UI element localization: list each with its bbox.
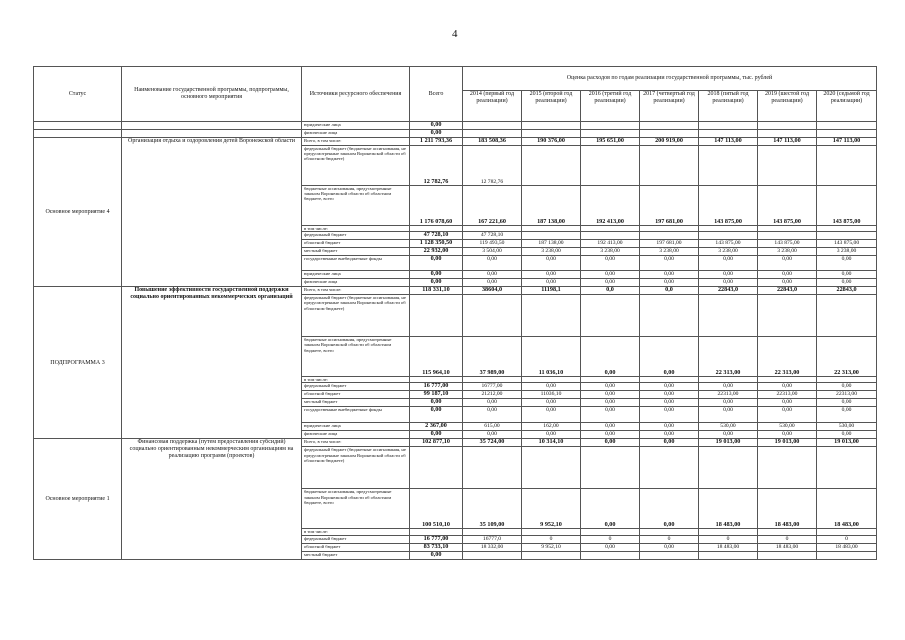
source-cell: в том числе: xyxy=(302,377,410,383)
header-year-2020: 2020 (седьмой год реализации) xyxy=(817,91,877,122)
header-year-2019: 2019 (шестой год реализации) xyxy=(758,91,817,122)
source-cell: бюджетные ассигнования, предусмотренные законом Воронежской области об областном бюджете, всего xyxy=(302,186,410,226)
value-cell: 0,00 xyxy=(410,279,463,287)
status-cell: ПОДПРОГРАММА 3 xyxy=(34,287,122,439)
header-year-2016: 2016 (третий год реализации) xyxy=(581,91,640,122)
value-cell: 22 932,00 xyxy=(410,248,463,256)
value-cell: 0,00 xyxy=(581,407,640,423)
source-cell: бюджетные ассигнования, предусмотренные законом Воронежской области об областном бюджете, всего xyxy=(302,337,410,377)
value-cell xyxy=(817,295,877,337)
value-cell: 47 728,10 xyxy=(463,232,522,240)
value-cell xyxy=(699,295,758,337)
value-cell xyxy=(581,122,640,130)
value-cell: 0,00 xyxy=(522,256,581,271)
value-cell: 38604,0 xyxy=(463,287,522,295)
source-cell: Всего, в том числе: xyxy=(302,287,410,295)
value-cell: 0,00 xyxy=(581,399,640,407)
page-number: 4 xyxy=(452,28,458,40)
value-cell: 3 238,00 xyxy=(640,248,699,256)
table-row xyxy=(34,439,877,447)
value-cell: 200 919,00 xyxy=(640,138,699,146)
value-cell: 0,0 xyxy=(581,287,640,295)
program-name-cell: Финансовая поддержка (путем предоставления субсидий) социально ориентированным некоммерческим организациям на реализацию программ (проектов) xyxy=(122,439,302,559)
value-cell xyxy=(522,122,581,130)
value-cell: 22313,00 xyxy=(758,391,817,399)
value-cell: 16777,00 xyxy=(463,383,522,391)
value-cell: 0,00 xyxy=(581,279,640,287)
value-cell xyxy=(640,122,699,130)
value-cell xyxy=(581,232,640,240)
header-status: Статус xyxy=(34,67,122,122)
value-cell: 10 314,10 xyxy=(522,439,581,447)
value-cell: 0,00 xyxy=(463,271,522,279)
value-cell: 195 651,00 xyxy=(581,138,640,146)
value-cell: 0,00 xyxy=(640,439,699,447)
value-cell: 0,00 xyxy=(410,122,463,130)
value-cell xyxy=(640,551,699,559)
source-cell: бюджетные ассигнования, предусмотренные законом Воронежской области об областном бюджете, всего xyxy=(302,489,410,529)
value-cell: 3 504,00 xyxy=(463,248,522,256)
value-cell: 0,00 xyxy=(522,431,581,439)
value-cell: 0,00 xyxy=(581,431,640,439)
funding-table xyxy=(33,66,877,560)
value-cell: 11198,1 xyxy=(522,287,581,295)
value-cell: 11 036,10 xyxy=(522,337,581,377)
value-cell: 0,00 xyxy=(581,271,640,279)
name-cell xyxy=(122,122,302,130)
value-cell: 0,00 xyxy=(522,407,581,423)
status-cell: Основное мероприятие 1 xyxy=(34,439,122,559)
source-cell: федеральный бюджет (бюджетные ассигнования, не предусмотренные законом Воронежской области об областном бюджете) xyxy=(302,447,410,489)
header-total: Всего xyxy=(410,67,463,122)
value-cell xyxy=(581,295,640,337)
value-cell: 22843,0 xyxy=(758,287,817,295)
value-cell: 0,00 xyxy=(699,431,758,439)
value-cell xyxy=(758,551,817,559)
value-cell: 0,00 xyxy=(640,399,699,407)
status-cell xyxy=(34,122,122,130)
source-cell: юридические лица xyxy=(302,423,410,431)
value-cell: 147 113,00 xyxy=(699,138,758,146)
value-cell xyxy=(699,122,758,130)
value-cell xyxy=(522,146,581,186)
value-cell xyxy=(640,447,699,489)
value-cell: 0,00 xyxy=(640,431,699,439)
source-cell: областной бюджет xyxy=(302,543,410,551)
value-cell xyxy=(758,295,817,337)
value-cell: 192 413,00 xyxy=(581,240,640,248)
value-cell xyxy=(640,130,699,138)
value-cell: 19 013,00 xyxy=(699,439,758,447)
source-cell: юридические лица xyxy=(302,271,410,279)
value-cell: 18 483,00 xyxy=(817,543,877,551)
header-source: Источники ресурсного обеспечения xyxy=(302,67,410,122)
value-cell: 0,00 xyxy=(817,383,877,391)
table-row xyxy=(34,287,877,295)
value-cell: 0,00 xyxy=(640,391,699,399)
value-cell: 0,00 xyxy=(410,431,463,439)
value-cell: 0,00 xyxy=(522,399,581,407)
source-cell: федеральный бюджет xyxy=(302,535,410,543)
value-cell: 0,00 xyxy=(463,407,522,423)
header-year-2018: 2018 (пятый год реализации) xyxy=(699,91,758,122)
value-cell: 0 xyxy=(522,535,581,543)
source-cell: физические лица xyxy=(302,130,410,138)
value-cell: 615,00 xyxy=(463,423,522,431)
value-cell xyxy=(463,551,522,559)
value-cell xyxy=(817,122,877,130)
value-cell: 0,00 xyxy=(758,271,817,279)
value-cell: 0,00 xyxy=(581,256,640,271)
source-cell: областной бюджет xyxy=(302,240,410,248)
value-cell: 18 483,00 xyxy=(699,543,758,551)
value-cell: 0,00 xyxy=(410,271,463,279)
value-cell: 0 xyxy=(640,535,699,543)
value-cell: 0,00 xyxy=(640,256,699,271)
value-cell xyxy=(522,551,581,559)
value-cell: 0 xyxy=(817,535,877,543)
value-cell xyxy=(581,130,640,138)
value-cell: 22313,00 xyxy=(699,391,758,399)
value-cell: 0,00 xyxy=(817,271,877,279)
value-cell: 100 510,10 xyxy=(410,489,463,529)
value-cell: 143 875,00 xyxy=(817,240,877,248)
value-cell: 0,00 xyxy=(817,431,877,439)
source-cell: федеральный бюджет xyxy=(302,232,410,240)
value-cell xyxy=(463,295,522,337)
value-cell xyxy=(758,447,817,489)
table-body xyxy=(34,67,877,560)
table-row xyxy=(34,130,877,138)
value-cell: 118 331,10 xyxy=(410,287,463,295)
value-cell: 0,00 xyxy=(699,279,758,287)
value-cell: 18 483,00 xyxy=(817,489,877,529)
value-cell: 0,00 xyxy=(699,383,758,391)
value-cell xyxy=(699,130,758,138)
value-cell: 530,00 xyxy=(699,423,758,431)
table-row xyxy=(34,122,877,130)
value-cell: 1 176 078,60 xyxy=(410,186,463,226)
value-cell: 0,00 xyxy=(699,256,758,271)
value-cell: 1 128 350,50 xyxy=(410,240,463,248)
value-cell: 18 483,00 xyxy=(758,543,817,551)
value-cell xyxy=(522,295,581,337)
value-cell: 22 313,00 xyxy=(817,337,877,377)
value-cell: 12 782,76 xyxy=(410,146,463,186)
source-cell: местный бюджет xyxy=(302,248,410,256)
value-cell xyxy=(699,447,758,489)
source-cell: областной бюджет xyxy=(302,391,410,399)
value-cell xyxy=(817,130,877,138)
value-cell xyxy=(817,146,877,186)
value-cell: 0,00 xyxy=(522,383,581,391)
value-cell: 143 875,00 xyxy=(699,186,758,226)
value-cell: 530,00 xyxy=(817,423,877,431)
value-cell: 0,00 xyxy=(581,337,640,377)
value-cell: 143 875,00 xyxy=(699,240,758,248)
value-cell: 19 013,00 xyxy=(758,439,817,447)
value-cell: 0,00 xyxy=(640,337,699,377)
value-cell: 0,00 xyxy=(522,279,581,287)
value-cell: 0,00 xyxy=(640,383,699,391)
source-cell: государственные внебюджетные фонды xyxy=(302,407,410,423)
value-cell xyxy=(699,146,758,186)
value-cell: 0,00 xyxy=(410,256,463,271)
value-cell xyxy=(640,232,699,240)
value-cell: 16777,0 xyxy=(463,535,522,543)
value-cell: 9 952,10 xyxy=(522,543,581,551)
value-cell: 0,00 xyxy=(640,543,699,551)
program-name-cell: Организация отдыха и оздоровления детей Воронежской области xyxy=(122,138,302,287)
value-cell: 187 138,00 xyxy=(522,186,581,226)
value-cell: 162,00 xyxy=(522,423,581,431)
value-cell xyxy=(758,146,817,186)
value-cell xyxy=(758,130,817,138)
value-cell: 22843,0 xyxy=(699,287,758,295)
value-cell: 0,0 xyxy=(640,287,699,295)
value-cell: 0,00 xyxy=(410,551,463,559)
value-cell: 99 187,10 xyxy=(410,391,463,399)
value-cell xyxy=(817,232,877,240)
source-cell: местный бюджет xyxy=(302,551,410,559)
value-cell: 147 113,00 xyxy=(817,138,877,146)
header-year-2015: 2015 (второй год реализации) xyxy=(522,91,581,122)
value-cell: 3 238,00 xyxy=(817,248,877,256)
value-cell: 16 777,00 xyxy=(410,535,463,543)
value-cell: 0,00 xyxy=(581,543,640,551)
value-cell: 47 728,10 xyxy=(410,232,463,240)
source-cell: Всего, в том числе: xyxy=(302,138,410,146)
value-cell: 11036,10 xyxy=(522,391,581,399)
value-cell xyxy=(758,122,817,130)
value-cell: 197 681,00 xyxy=(640,186,699,226)
value-cell: 0,00 xyxy=(581,423,640,431)
value-cell: 19 013,00 xyxy=(817,439,877,447)
value-cell: 2 367,00 xyxy=(410,423,463,431)
value-cell: 22 313,00 xyxy=(699,337,758,377)
value-cell: 0,00 xyxy=(758,383,817,391)
value-cell: 22843,0 xyxy=(817,287,877,295)
value-cell: 9 952,10 xyxy=(522,489,581,529)
value-cell: 0,00 xyxy=(817,407,877,423)
source-cell: физические лица xyxy=(302,279,410,287)
value-cell: 18 483,00 xyxy=(699,489,758,529)
value-cell: 0,00 xyxy=(817,256,877,271)
value-cell xyxy=(640,146,699,186)
value-cell: 0 xyxy=(581,535,640,543)
value-cell xyxy=(699,551,758,559)
value-cell: 0,00 xyxy=(463,431,522,439)
value-cell: 0,00 xyxy=(581,439,640,447)
value-cell: 183 508,36 xyxy=(463,138,522,146)
value-cell: 0 xyxy=(699,535,758,543)
value-cell: 37 989,00 xyxy=(463,337,522,377)
source-cell: в том числе: xyxy=(302,529,410,535)
value-cell: 0,00 xyxy=(463,279,522,287)
value-cell xyxy=(581,447,640,489)
source-cell: в том числе: xyxy=(302,226,410,232)
value-cell: 115 964,10 xyxy=(410,337,463,377)
value-cell: 0,00 xyxy=(640,407,699,423)
value-cell: 35 109,00 xyxy=(463,489,522,529)
value-cell: 190 376,00 xyxy=(522,138,581,146)
value-cell: 0,00 xyxy=(758,431,817,439)
value-cell: 21212,00 xyxy=(463,391,522,399)
value-cell xyxy=(758,232,817,240)
value-cell: 3 238,00 xyxy=(581,248,640,256)
value-cell xyxy=(522,447,581,489)
value-cell: 167 221,60 xyxy=(463,186,522,226)
value-cell: 119 493,50 xyxy=(463,240,522,248)
status-cell: Основное мероприятие 4 xyxy=(34,138,122,287)
value-cell: 12 782,76 xyxy=(463,146,522,186)
source-cell: федеральный бюджет (бюджетные ассигнования, не предусмотренные законом Воронежской области об областном бюджете) xyxy=(302,146,410,186)
value-cell: 192 413,00 xyxy=(581,186,640,226)
value-cell xyxy=(699,232,758,240)
value-cell: 3 238,00 xyxy=(699,248,758,256)
value-cell: 18 483,00 xyxy=(758,489,817,529)
source-cell: государственные внебюджетные фонды xyxy=(302,256,410,271)
value-cell: 1 211 793,36 xyxy=(410,138,463,146)
value-cell xyxy=(463,447,522,489)
program-name-cell: Повышение эффективности государственной поддержки социально ориентированных некоммерческих организаций xyxy=(122,287,302,439)
value-cell: 0,00 xyxy=(758,407,817,423)
value-cell: 0,00 xyxy=(581,391,640,399)
value-cell xyxy=(522,130,581,138)
value-cell: 0,00 xyxy=(699,399,758,407)
value-cell: 0,00 xyxy=(817,279,877,287)
value-cell: 0,00 xyxy=(463,399,522,407)
value-cell xyxy=(817,551,877,559)
value-cell xyxy=(522,232,581,240)
value-cell: 0,00 xyxy=(410,407,463,423)
value-cell: 0,00 xyxy=(817,399,877,407)
value-cell xyxy=(581,146,640,186)
value-cell: 530,00 xyxy=(758,423,817,431)
value-cell: 0,00 xyxy=(522,271,581,279)
value-cell: 83 733,10 xyxy=(410,543,463,551)
value-cell: 0,00 xyxy=(581,383,640,391)
table-row xyxy=(34,138,877,146)
value-cell: 0 xyxy=(758,535,817,543)
header-year-2017: 2017 (четвертый год реализации) xyxy=(640,91,699,122)
value-cell: 0,00 xyxy=(581,489,640,529)
value-cell xyxy=(410,447,463,489)
source-cell: местный бюджет xyxy=(302,399,410,407)
value-cell: 22 313,00 xyxy=(758,337,817,377)
value-cell xyxy=(817,447,877,489)
value-cell: 0,00 xyxy=(758,279,817,287)
value-cell xyxy=(463,122,522,130)
value-cell: 3 238,00 xyxy=(758,248,817,256)
source-cell: юридические лица xyxy=(302,122,410,130)
value-cell: 0,00 xyxy=(463,256,522,271)
value-cell: 16 777,00 xyxy=(410,383,463,391)
value-cell: 0,00 xyxy=(410,399,463,407)
value-cell: 143 875,00 xyxy=(817,186,877,226)
source-cell: федеральный бюджет (бюджетные ассигнования, не предусмотренные законом Воронежской области об областном бюджете) xyxy=(302,295,410,337)
header-years-group: Оценка расходов по годам реализации государственной программы, тыс. рублей xyxy=(463,67,877,91)
value-cell: 0,00 xyxy=(699,407,758,423)
value-cell: 197 681,00 xyxy=(640,240,699,248)
value-cell xyxy=(463,130,522,138)
value-cell: 0,00 xyxy=(640,489,699,529)
source-cell: физические лица xyxy=(302,431,410,439)
source-cell: федеральный бюджет xyxy=(302,383,410,391)
value-cell: 0,00 xyxy=(640,423,699,431)
value-cell: 0,00 xyxy=(699,271,758,279)
value-cell xyxy=(581,551,640,559)
source-cell: Всего, в том числе: xyxy=(302,439,410,447)
value-cell: 22313,00 xyxy=(817,391,877,399)
header-year-2014: 2014 (первый год реализации) xyxy=(463,91,522,122)
value-cell xyxy=(640,295,699,337)
status-cell xyxy=(34,130,122,138)
value-cell: 143 875,00 xyxy=(758,186,817,226)
name-cell xyxy=(122,130,302,138)
value-cell: 0,00 xyxy=(758,399,817,407)
value-cell: 143 875,00 xyxy=(758,240,817,248)
value-cell: 0,00 xyxy=(640,271,699,279)
value-cell: 35 724,00 xyxy=(463,439,522,447)
value-cell xyxy=(410,295,463,337)
header-name: Наименование государственной программы, подпрограммы, основного мероприятия xyxy=(122,67,302,122)
value-cell: 102 877,10 xyxy=(410,439,463,447)
value-cell: 0,00 xyxy=(410,130,463,138)
value-cell: 0,00 xyxy=(640,279,699,287)
value-cell: 3 238,00 xyxy=(522,248,581,256)
value-cell: 187 138,00 xyxy=(522,240,581,248)
value-cell: 18 332,00 xyxy=(463,543,522,551)
value-cell: 147 113,00 xyxy=(758,138,817,146)
value-cell: 0,00 xyxy=(758,256,817,271)
